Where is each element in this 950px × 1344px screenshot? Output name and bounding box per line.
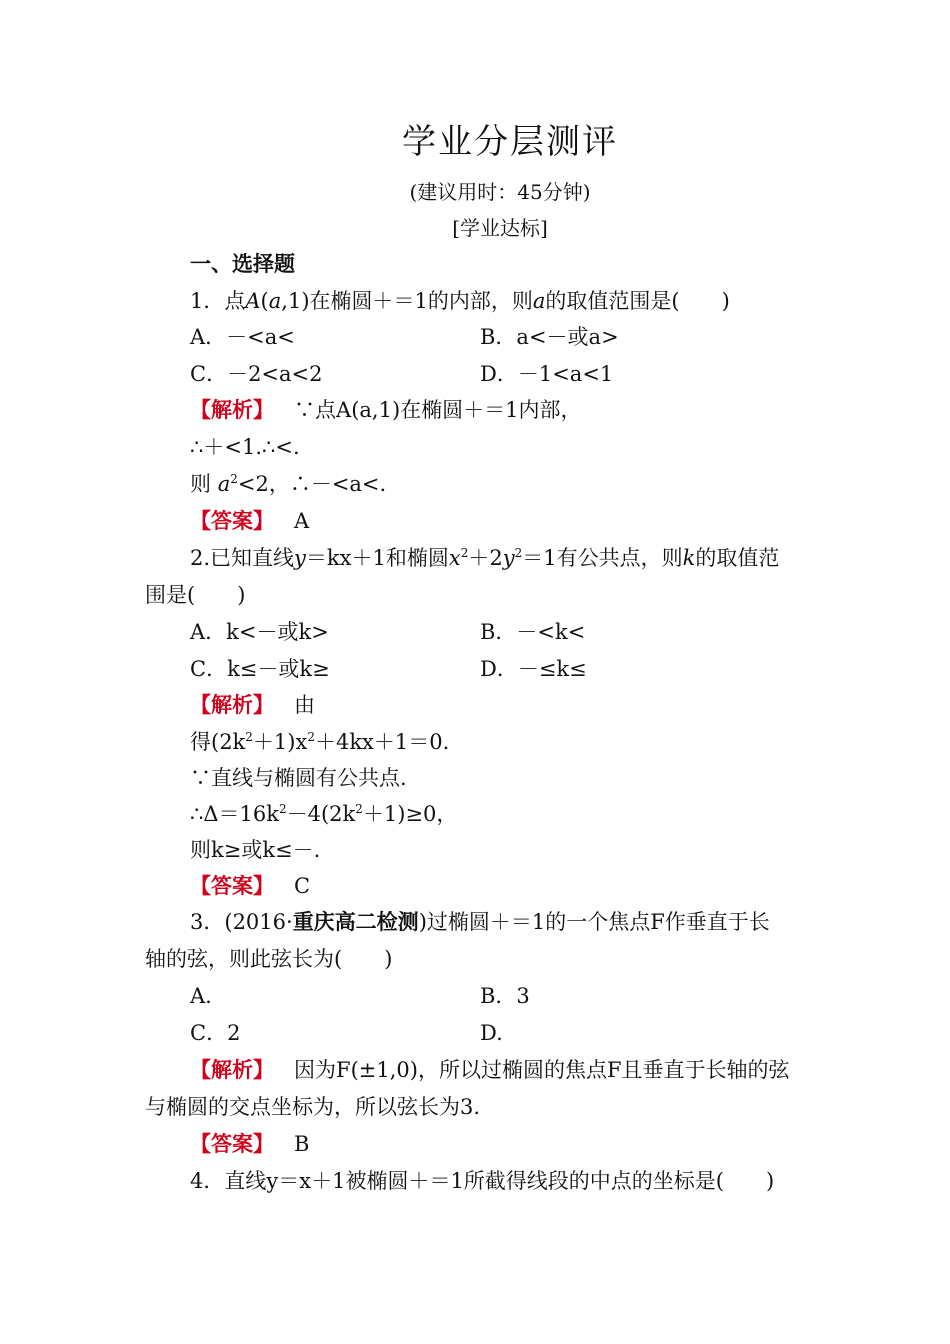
q2-analysis-2c: ＋4kx＋1＝0. [314, 730, 450, 754]
q4-stem-text: 直线y＝x＋1被椭圆＋＝1所截得线段的中点的坐标是( ) [224, 1169, 775, 1193]
q3-analysis-1: 因为F(±1,0)，所以过椭圆的焦点F且垂直于长轴的弦 [294, 1058, 790, 1082]
q2-answer: C [294, 874, 311, 898]
q2-option-a: A．k<－或k> [190, 620, 329, 644]
q3-source: 重庆高二检测 [292, 909, 419, 934]
q2-analysis-4: $\therefore\Delta=16k^2-4(2k^2+1)\ge 0$， [190, 802, 458, 826]
q3-option-c: C．2 [190, 1021, 241, 1045]
q3-analysis-2: 与椭圆的交点坐标为，所以弦长为3. [145, 1095, 481, 1119]
q1-option-d: D．－1<a<1 [480, 362, 614, 386]
q2-answer-line [190, 872, 310, 900]
q1-stem: 1．点A(a,1)在椭圆＋＝1的内部，则a的取值范围是( ) [190, 289, 730, 313]
q1-stem-b: 在椭圆＋＝1的内部，则 [309, 289, 533, 313]
q3-option-d: D. [480, 1021, 503, 1045]
q2-stem-1b: ＝kx＋1和椭圆 [305, 546, 449, 570]
q1-stem-a: 点 [224, 289, 246, 313]
q1-number: 1． [190, 289, 225, 313]
time-note: (建议用时：45分钟) [409, 180, 591, 204]
q1-analysis-label: 【解析】 [190, 397, 274, 422]
q3-option-a: A. [190, 984, 212, 1008]
q4-number: 4． [190, 1169, 225, 1193]
q1-stem-c: 的取值范围是( ) [545, 289, 730, 313]
q4-stem [190, 1167, 774, 1195]
q2-option-b: B．－<k< [480, 620, 586, 644]
q2-stem-line2: 围是( ) [145, 583, 246, 607]
q2-option-c: C．k≤－或k≥ [190, 657, 330, 681]
q1-answer: A [294, 509, 310, 533]
q1-analysis-1: ∵点A(a,1)在椭圆＋＝1内部， [294, 398, 582, 422]
q2-analysis-2a: 得(2k [190, 730, 246, 754]
q2-analysis-4a: ∴Δ＝16k [190, 802, 279, 826]
q2-analysis-label: 【解析】 [190, 692, 274, 717]
q3-stem-1c: )过椭圆＋＝1的一个焦点F作垂直于长 [418, 910, 770, 934]
part-heading: 一、选择题 [190, 251, 295, 276]
q1-analysis-2: ∴＋<1.∴<. [190, 435, 300, 459]
q2-analysis-4b: －4(2k [286, 802, 356, 826]
q3-number: 3． [190, 910, 225, 934]
q2-analysis-5: 则k≥或k≤－. [190, 838, 321, 862]
q2-stem-1e: 的取值范 [695, 546, 780, 570]
q2-analysis-2: 得$(2k^2+1)x^2+4kx+1=0$. [190, 730, 450, 754]
q2-analysis-line [190, 691, 315, 719]
q1-answer-label: 【答案】 [190, 508, 274, 533]
q1-analysis-3b: <2，∴－<a<. [237, 472, 387, 496]
q3-answer-line [190, 1130, 309, 1158]
q1-option-b: B．a<－或a> [480, 325, 619, 349]
q1-analysis-3: 则 $a^2<2$，∴－<a<. [190, 472, 387, 496]
q2-stem-1c: ＋2 [468, 546, 503, 570]
q1-option-c: C．－2<a<2 [190, 362, 323, 386]
q2-analysis-4c: ＋1)≥0， [362, 802, 458, 826]
q1-analysis-line [190, 396, 582, 424]
q2-number: 2. [190, 546, 211, 570]
q1-answer-line [190, 507, 309, 535]
q3-analysis-label: 【解析】 [190, 1057, 274, 1082]
q2-stem-1a: 已知直线 [210, 546, 295, 570]
q2-analysis-2b: ＋1)x [252, 730, 308, 754]
q1-option-a: A．－<a< [190, 325, 295, 349]
q3-stem-1a: (2016· [224, 910, 293, 934]
q3-option-b: B．3 [480, 984, 530, 1008]
q2-analysis-1: 由 [294, 693, 316, 717]
q2-answer-label: 【答案】 [190, 873, 274, 898]
q3-stem-line1 [190, 908, 770, 936]
q2-option-d: D．－≤k≤ [480, 657, 587, 681]
q3-answer: B [294, 1132, 310, 1156]
q2-analysis-3: ∵直线与椭圆有公共点. [190, 766, 407, 790]
section-heading: [学业达标] [452, 216, 548, 240]
q2-stem-line1: 2.已知直线y＝kx＋1和椭圆$x^2+2y^2=1$有公共点，则k的取值范 [190, 546, 780, 570]
page-title: 学业分层测评 [402, 122, 618, 162]
q2-stem-1d: ＝1有公共点，则 [522, 546, 683, 570]
q3-stem-line2: 轴的弦，则此弦长为( ) [145, 947, 393, 971]
q3-analysis-line [190, 1056, 790, 1084]
q1-analysis-3a: 则 [190, 472, 211, 496]
q3-answer-label: 【答案】 [190, 1131, 274, 1156]
